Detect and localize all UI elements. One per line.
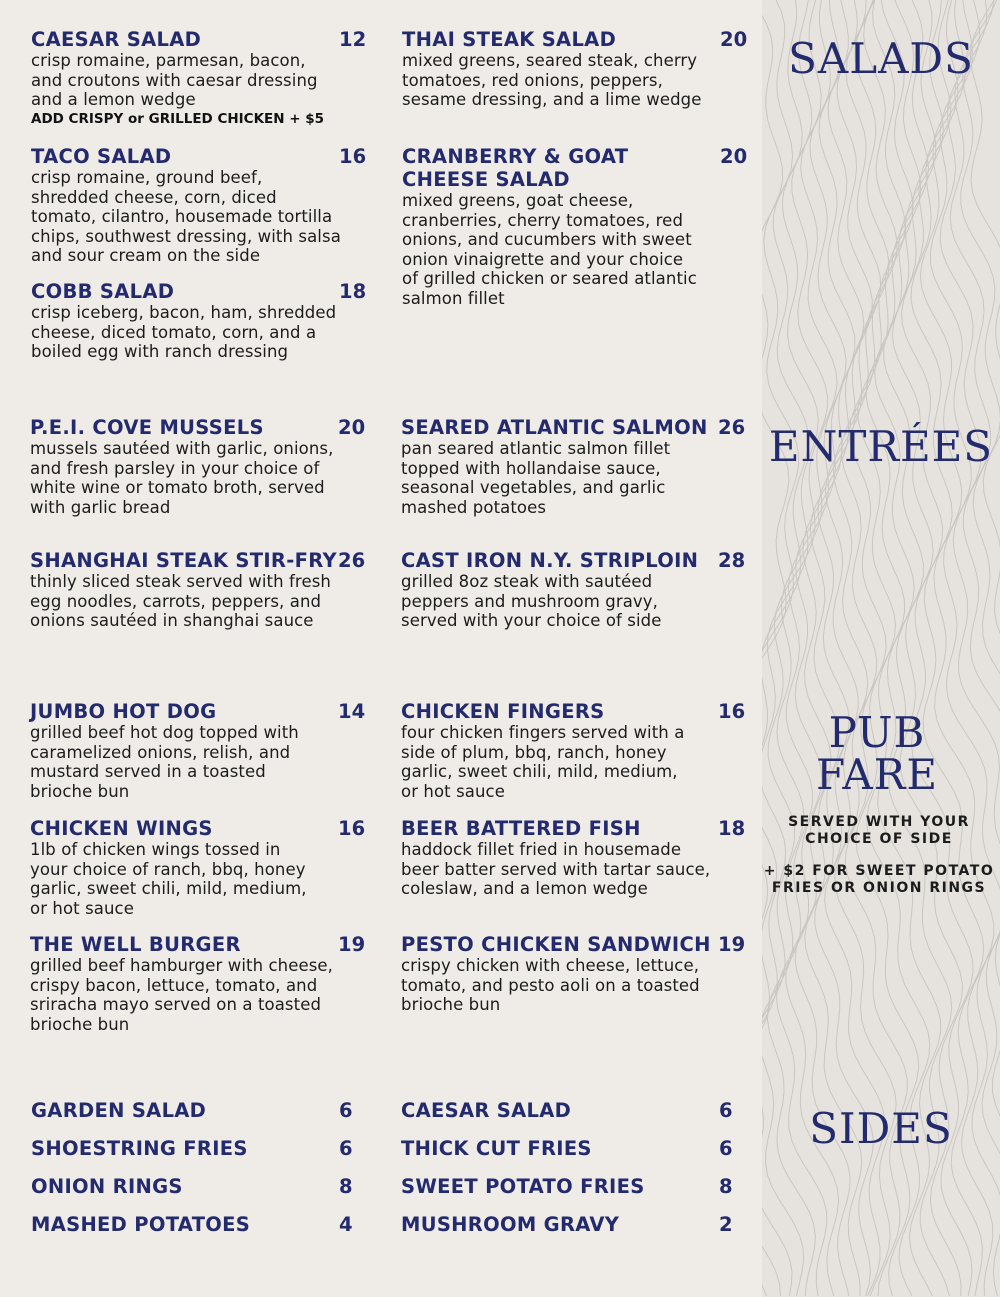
menu-item [30,817,370,918]
item-description: crisp romaine, ground beef, shredded cheese, corn, diced tomato, cilantro, housemade tortilla chips, southwest dressing, with salsa and sour cream on the side [31,168,341,265]
item-price: 26 [338,549,366,572]
wave-line [971,0,1000,1296]
item-price: 16 [339,145,367,168]
item-price: 14 [338,700,366,723]
item-price: 20 [338,416,366,439]
item-price: 6 [719,1137,733,1160]
wave-line [762,0,828,1296]
item-name: SHANGHAI STEAK STIR-FRY [30,549,337,572]
item-price: 19 [718,933,746,956]
item-price: 6 [339,1137,353,1160]
item-description: crisp romaine, parmesan, bacon, and croutons with caesar dressing and a lemon wedge [31,51,318,109]
item-description: mussels sautéed with garlic, onions, and fresh parsley in your choice of white wine or tomato broth, served with garlic bread [30,439,334,517]
item-description: crisp iceberg, bacon, ham, shredded cheese, diced tomato, corn, and a boiled egg with ranch dressing [31,303,337,361]
item-description: four chicken fingers served with a side of plum, bbq, ranch, honey garlic, sweet chili, mild, medium, or hot sauce [401,723,685,801]
item-price: 6 [339,1099,353,1122]
item-name: CAST IRON N.Y. STRIPLOIN [401,549,699,572]
side-note-line2: CHOICE OF SIDE [805,831,953,847]
menu-item [30,549,370,631]
menu-item [401,549,746,631]
pub-fare-side-note [762,814,996,848]
item-name: SWEET POTATO FRIES [401,1175,645,1198]
item-price: 16 [338,817,366,840]
item-name: PESTO CHICKEN SANDWICH [401,933,711,956]
wave-line [835,0,905,1296]
item-name: CRANBERRY & GOAT CHEESE SALAD [402,145,629,191]
item-description: crispy chicken with cheese, lettuce, tomato, and pesto aoli on a toasted brioche bun [401,956,700,1014]
section-title-sides: SIDES [809,1104,953,1153]
item-name: CAESAR SALAD [401,1099,572,1122]
pub-fare-line1: PUB [828,708,926,757]
item-price: 18 [718,817,746,840]
item-price: 4 [339,1213,353,1236]
pub-fare-upgrade-note [762,863,996,897]
item-description: grilled 8oz steak with sautéed peppers and mushroom gravy, served with your choice of side [401,572,662,630]
item-name: CAESAR SALAD [31,28,202,51]
item-name: SEARED ATLANTIC SALMON [401,416,708,439]
item-name: THICK CUT FRIES [401,1137,592,1160]
item-name: CHICKEN FINGERS [401,700,605,723]
item-name: GARDEN SALAD [31,1099,207,1122]
item-price: 8 [339,1175,353,1198]
upgrade-note-line2: FRIES OR ONION RINGS [771,880,987,896]
item-price: 8 [719,1175,733,1198]
wave-line [884,0,952,1296]
section-title-salads: SALADS [788,34,974,83]
sidebar-wave-pattern [762,0,1000,1297]
wave-line [845,0,913,1296]
wave-lines [762,0,1000,1297]
item-description: 1lb of chicken wings tossed in your choice of ranch, bbq, honey garlic, sweet chili, mild, medium, or hot sauce [30,840,307,918]
item-description: mixed greens, seared steak, cherry tomatoes, red onions, peppers, sesame dressing, and a lime wedge [402,51,702,109]
side-item [31,1099,361,1122]
item-price: 20 [720,28,748,51]
side-item [401,1213,746,1236]
item-name: BEER BATTERED FISH [401,817,641,840]
wave-line [762,0,789,1296]
upgrade-note-line1: + $2 FOR SWEET POTATO [763,863,995,879]
item-description: grilled beef hot dog topped with caramelized onions, relish, and mustard served in a toasted brioche bun [30,723,299,801]
menu-item [401,933,746,1015]
menu-item [30,700,370,801]
item-name: JUMBO HOT DOG [30,700,217,723]
menu-item [30,933,370,1034]
menu-item [31,28,367,128]
side-item [31,1137,361,1160]
menu-item [402,145,747,308]
wave-line [875,0,941,1296]
item-description: haddock fillet fried in housemade beer batter served with tartar sauce, coleslaw, and a lemon wedge [401,840,711,898]
item-name: MUSHROOM GRAVY [401,1213,620,1236]
menu-item [31,145,367,266]
pub-fare-line2: FARE [815,750,939,799]
item-description: pan seared atlantic salmon fillet topped with hollandaise sauce, seasonal vegetables, and garlic mashed potatoes [401,439,671,517]
menu-item [401,416,746,517]
wave-line [892,0,962,1296]
item-description: mixed greens, goat cheese, cranberries, cherry tomatoes, red onions, and cucumbers with sweet onion vinaigrette and your choice of grilled chicken or seared atlantic salmon fillet [402,191,697,308]
item-description: thinly sliced steak served with fresh egg noodles, carrots, peppers, and onions sautéed in shanghai sauce [30,572,331,630]
section-title-pub-fare [758,708,996,799]
item-description: grilled beef hamburger with cheese, crispy bacon, lettuce, tomato, and sriracha mayo served on a toasted brioche bun [30,956,334,1034]
item-name: COBB SALAD [31,280,175,303]
item-name: THE WELL BURGER [30,933,241,956]
item-name: MASHED POTATOES [31,1213,251,1236]
item-price: 2 [719,1213,733,1236]
side-item [31,1175,361,1198]
item-name: CHICKEN WINGS [30,817,213,840]
wave-line [805,0,881,1296]
item-price: 28 [718,549,746,572]
item-name: ONION RINGS [31,1175,183,1198]
item-price: 20 [720,145,748,168]
item-name: TACO SALAD [31,145,172,168]
item-name: P.E.I. COVE MUSSELS [30,416,264,439]
item-addon: ADD CRISPY or GRILLED CHICKEN + $5 [31,110,325,127]
item-price: 18 [339,280,367,303]
section-title-entrees: ENTRÉES [768,422,994,471]
item-price: 12 [339,28,367,51]
side-item [401,1137,746,1160]
menu-item [31,280,367,362]
menu-item [401,700,746,801]
side-item [401,1099,746,1122]
item-price: 16 [718,700,746,723]
item-price: 26 [718,416,746,439]
item-name: SHOESTRING FRIES [31,1137,248,1160]
menu-item [401,817,746,899]
wave-line [930,0,1000,1296]
side-note-line1: SERVED WITH YOUR [788,814,970,830]
menu-item [30,416,370,517]
item-name: THAI STEAK SALAD [402,28,617,51]
side-item [31,1213,361,1236]
side-item [401,1175,746,1198]
item-price: 19 [338,933,366,956]
menu-item [402,28,747,110]
item-price: 6 [719,1099,733,1122]
